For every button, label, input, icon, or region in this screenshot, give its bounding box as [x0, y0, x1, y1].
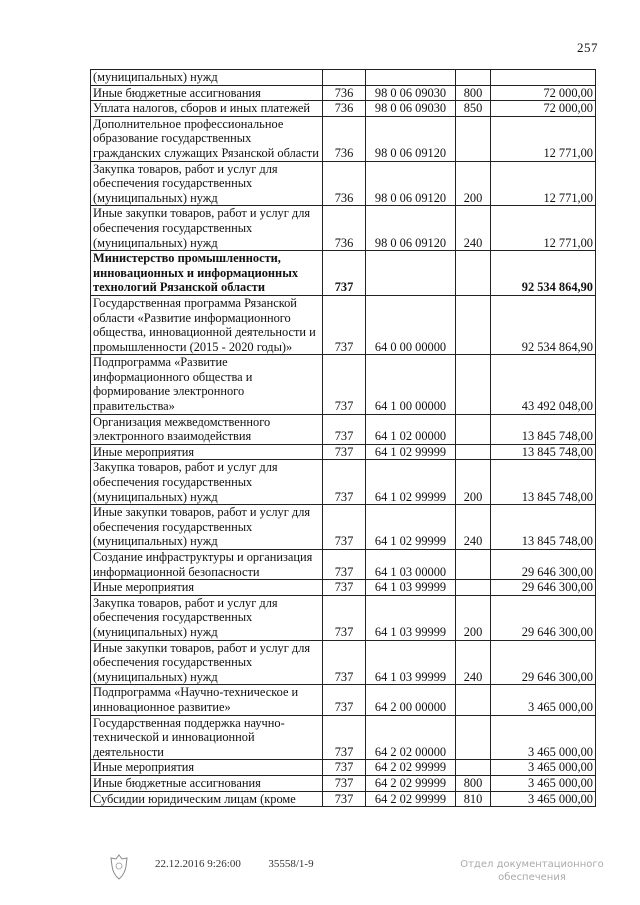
row-expense-type-cell [456, 444, 491, 460]
row-sum-cell: 29 646 300,00 [491, 580, 596, 596]
row-name-cell: Закупка товаров, работ и услуг для обеспечения государственных (муниципальных) нужд [91, 595, 323, 640]
row-sum-cell: 72 000,00 [491, 101, 596, 117]
row-target-article-cell: 98 0 06 09120 [366, 161, 456, 206]
budget-table [90, 69, 596, 807]
row-target-article-cell: 64 1 00 00000 [366, 355, 456, 414]
row-name-cell: Закупка товаров, работ и услуг для обеспечения государственных (муниципальных) нужд [91, 460, 323, 505]
row-target-article-cell [366, 251, 456, 296]
row-target-article-cell: 64 1 02 99999 [366, 460, 456, 505]
row-expense-type-cell [456, 295, 491, 354]
row-expense-type-cell: 240 [456, 206, 491, 251]
row-expense-type-cell [456, 116, 491, 161]
row-expense-type-cell [456, 414, 491, 444]
row-sum-cell: 3 465 000,00 [491, 685, 596, 715]
row-target-article-cell: 64 2 02 99999 [366, 775, 456, 791]
row-target-article-cell: 64 1 03 99999 [366, 580, 456, 596]
row-name-cell: Государственная программа Рязанской области «Развитие информационного общества, инновационной деятельности и промышленности (2015 - 2020 годы)» [91, 295, 323, 354]
row-sum-cell: 3 465 000,00 [491, 775, 596, 791]
row-target-article-cell: 64 1 03 00000 [366, 550, 456, 580]
row-sum-cell: 13 845 748,00 [491, 444, 596, 460]
row-code-cell: 737 [323, 505, 366, 550]
table-row [91, 595, 596, 640]
table-row [91, 715, 596, 760]
row-target-article-cell: 64 2 02 99999 [366, 760, 456, 776]
row-target-article-cell: 98 0 06 09120 [366, 206, 456, 251]
table-row [91, 101, 596, 117]
row-expense-type-cell [456, 355, 491, 414]
row-target-article-cell: 64 1 03 99999 [366, 595, 456, 640]
table-row [91, 775, 596, 791]
row-target-article-cell: 64 1 03 99999 [366, 640, 456, 685]
row-code-cell: 737 [323, 760, 366, 776]
coat-of-arms-icon [108, 854, 130, 880]
table-row [91, 505, 596, 550]
table-row [91, 580, 596, 596]
row-target-article-cell: 64 2 02 00000 [366, 715, 456, 760]
row-code-cell: 736 [323, 161, 366, 206]
row-sum-cell: 92 534 864,90 [491, 251, 596, 296]
row-target-article-cell: 64 2 02 99999 [366, 791, 456, 807]
row-name-cell: Дополнительное профессиональное образование государственных гражданских служащих Рязанской области [91, 116, 323, 161]
row-sum-cell: 43 492 048,00 [491, 355, 596, 414]
row-code-cell: 737 [323, 580, 366, 596]
row-code-cell: 737 [323, 460, 366, 505]
table-row [91, 444, 596, 460]
row-name-cell: Иные бюджетные ассигнования [91, 85, 323, 101]
row-code-cell: 737 [323, 775, 366, 791]
row-sum-cell: 29 646 300,00 [491, 640, 596, 685]
row-code-cell: 737 [323, 715, 366, 760]
row-sum-cell: 29 646 300,00 [491, 550, 596, 580]
table-row [91, 251, 596, 296]
row-expense-type-cell [456, 715, 491, 760]
row-code-cell: 736 [323, 116, 366, 161]
table-row [91, 206, 596, 251]
row-target-article-cell: 98 0 06 09030 [366, 85, 456, 101]
row-code-cell: 736 [323, 206, 366, 251]
budget-table-body [91, 70, 596, 807]
row-target-article-cell: 64 1 02 99999 [366, 505, 456, 550]
row-name-cell: Иные закупки товаров, работ и услуг для обеспечения государственных (муниципальных) нужд [91, 206, 323, 251]
row-expense-type-cell: 200 [456, 460, 491, 505]
row-name-cell: Субсидии юридическим лицам (кроме [91, 791, 323, 807]
row-code-cell: 736 [323, 85, 366, 101]
row-target-article-cell: 98 0 06 09120 [366, 116, 456, 161]
table-row [91, 355, 596, 414]
row-code-cell: 737 [323, 295, 366, 354]
row-name-cell: Иные мероприятия [91, 760, 323, 776]
row-code-cell: 737 [323, 550, 366, 580]
row-code-cell: 737 [323, 595, 366, 640]
row-name-cell: Министерство промышленности, инновационных и информационных технологий Рязанской области [91, 251, 323, 296]
row-sum-cell: 92 534 864,90 [491, 295, 596, 354]
row-target-article-cell: 64 1 02 99999 [366, 444, 456, 460]
row-sum-cell: 3 465 000,00 [491, 791, 596, 807]
row-expense-type-cell: 240 [456, 640, 491, 685]
row-sum-cell: 3 465 000,00 [491, 760, 596, 776]
table-row [91, 295, 596, 354]
footer-timestamp [155, 858, 314, 870]
row-target-article-cell: 98 0 06 09030 [366, 101, 456, 117]
table-row [91, 791, 596, 807]
table-row [91, 460, 596, 505]
table-row [91, 640, 596, 685]
footer-doc-id: 35558/1-9 [268, 858, 314, 870]
row-expense-type-cell [456, 251, 491, 296]
row-target-article-cell: 64 2 00 00000 [366, 685, 456, 715]
row-name-cell: Подпрограмма «Развитие информационного общества и формирование электронного правительства» [91, 355, 323, 414]
row-expense-type-cell [456, 760, 491, 776]
row-expense-type-cell [456, 685, 491, 715]
row-target-article-cell [366, 70, 456, 86]
table-row [91, 116, 596, 161]
table-row [91, 760, 596, 776]
row-sum-cell: 12 771,00 [491, 116, 596, 161]
row-code-cell [323, 70, 366, 86]
row-code-cell: 737 [323, 640, 366, 685]
row-sum-cell: 13 845 748,00 [491, 505, 596, 550]
row-code-cell: 737 [323, 414, 366, 444]
row-name-cell: (муниципальных) нужд [91, 70, 323, 86]
row-code-cell: 736 [323, 101, 366, 117]
row-expense-type-cell: 850 [456, 101, 491, 117]
footer-datetime: 22.12.2016 9:26:00 [155, 858, 241, 870]
row-name-cell: Подпрограмма «Научно-техническое и инновационное развитие» [91, 685, 323, 715]
row-code-cell: 737 [323, 791, 366, 807]
row-sum-cell: 3 465 000,00 [491, 715, 596, 760]
row-name-cell: Иные закупки товаров, работ и услуг для обеспечения государственных (муниципальных) нужд [91, 505, 323, 550]
row-sum-cell: 13 845 748,00 [491, 414, 596, 444]
footer-stamp: Отдел документационного обеспечения [460, 859, 604, 883]
row-code-cell: 737 [323, 444, 366, 460]
row-name-cell: Иные мероприятия [91, 444, 323, 460]
row-expense-type-cell [456, 550, 491, 580]
row-name-cell: Иные бюджетные ассигнования [91, 775, 323, 791]
row-sum-cell: 72 000,00 [491, 85, 596, 101]
row-expense-type-cell [456, 70, 491, 86]
row-expense-type-cell: 800 [456, 85, 491, 101]
row-sum-cell [491, 70, 596, 86]
row-expense-type-cell: 800 [456, 775, 491, 791]
row-expense-type-cell [456, 580, 491, 596]
row-name-cell: Иные закупки товаров, работ и услуг для обеспечения государственных (муниципальных) нужд [91, 640, 323, 685]
row-expense-type-cell: 810 [456, 791, 491, 807]
page-number: 257 [577, 40, 598, 55]
table-row [91, 414, 596, 444]
row-name-cell: Государственная поддержка научно-технической и инновационной деятельности [91, 715, 323, 760]
row-expense-type-cell: 200 [456, 595, 491, 640]
row-expense-type-cell: 200 [456, 161, 491, 206]
row-target-article-cell: 64 1 02 00000 [366, 414, 456, 444]
table-row [91, 85, 596, 101]
table-row [91, 550, 596, 580]
row-sum-cell: 29 646 300,00 [491, 595, 596, 640]
row-target-article-cell: 64 0 00 00000 [366, 295, 456, 354]
row-name-cell: Организация межведомственного электронного взаимодействия [91, 414, 323, 444]
table-row [91, 161, 596, 206]
row-code-cell: 737 [323, 685, 366, 715]
row-sum-cell: 12 771,00 [491, 161, 596, 206]
row-sum-cell: 12 771,00 [491, 206, 596, 251]
row-code-cell: 737 [323, 251, 366, 296]
row-name-cell: Иные мероприятия [91, 580, 323, 596]
row-name-cell: Закупка товаров, работ и услуг для обеспечения государственных (муниципальных) нужд [91, 161, 323, 206]
row-name-cell: Создание инфраструктуры и организация информационной безопасности [91, 550, 323, 580]
row-expense-type-cell: 240 [456, 505, 491, 550]
row-code-cell: 737 [323, 355, 366, 414]
table-row [91, 685, 596, 715]
row-sum-cell: 13 845 748,00 [491, 460, 596, 505]
row-name-cell: Уплата налогов, сборов и иных платежей [91, 101, 323, 117]
table-row [91, 70, 596, 86]
